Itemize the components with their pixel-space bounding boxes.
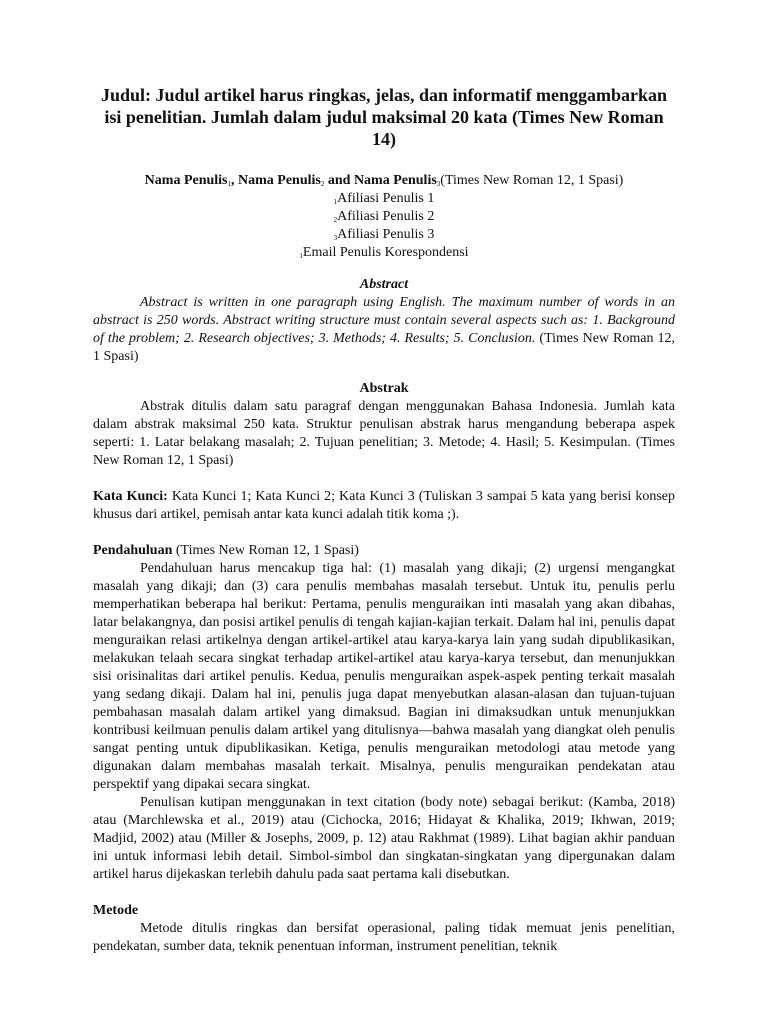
affiliation-2: [93, 208, 675, 226]
author-sup-3: 3: [436, 180, 441, 188]
article-title: Judul: Judul artikel harus ringkas, jelas, dan informatif menggambarkan isi penelitian. Jumlah dalam judul maksimal 20 kata (Times New Roman 14): [100, 85, 668, 149]
author-font-note: (Times New Roman 12, 1 Spasi): [440, 173, 624, 188]
affiliation-3: [93, 226, 675, 244]
metode-paragraph-1: Metode ditulis ringkas dan bersifat operasional, paling tidak memuat jenis penelitian, pendekatan, sumber data, teknik penentuan informan, instrument penelitian, teknik: [93, 921, 675, 954]
pendahuluan-paragraph-2: Penulisan kutipan menggunakan in text citation (body note) sebagai berikut: (Kamba, 2018) atau (Marchlewska et al., 2019) atau (Cichocka, 2016; Hidayat & Khalika, 2019; Ikhwan, 2019; Madjid, 2002) atau (Miller & Josephs, 2009, p. 12) atau Rakhmat (1989). Lihat bagian akhir panduan ini untuk informasi lebih detail. Simbol-simbol dan singkatan-singkatan yang dipergunakan dalam artikel harus dijekaskan terlebih dahulu pada saat pertama kali disebutkan.: [93, 795, 675, 882]
pendahuluan-paragraph-1: Pendahuluan harus mencakup tiga hal: (1) masalah yang dikaji; (2) urgensi mengangkat masalah yang dikaji; dan (3) cara penulis membahas masalah tersebut. Untuk itu, penulis perlu memperhatikan beberapa hal berikut: Pertama, penulis menguraikan inti masalah yang akan dibahas, latar belakangnya, dan posisi artikel penulis di tengah kajian-kajian terkait. Dalam hal ini, penulis dapat menguraikan relasi artikelnya dengan artikel-artikel atau karya-karya lain yang sudah dipublikasikan, melakukan telaah secara singkat terhadap artikel-artikel atau karya-karya tersebut, dan menunjukkan sisi orisinalitas dari artikel penulis. Kedua, penulis menguraikan aspek-aspek penting terkait masalah yang sedang dikaji. Dalam hal ini, penulis juga dapat menyebutkan alasan-alasan dan tujuan-tujuan pembahasan masalah dalam artikel yang dimaksud. Bagian ini dimaksudkan untuk menunjukkan kontribusi keilmuan penulis dalam artikel yang ditulisnya—bahwa masalah yang diangkat oleh penulis sangat penting untuk dipublikasikan. Ketiga, penulis menguraikan metodologi atau metode yang digunakan dalam membahas masalah terkait. Misalnya, penulis menguraikan pendekatan atau perspektif yang dipakai secara singkat.: [93, 561, 675, 792]
keywords-paragraph: [93, 488, 675, 524]
author-name-3: Nama Penulis: [353, 173, 437, 188]
abstrak-body: Abstrak ditulis dalam satu paragraf dengan menggunakan Bahasa Indonesia. Jumlah kata dalam abstrak maksimal 250 kata. Struktur penulisan abstrak harus mengandung beberapa aspek seperti: 1. Latar belakang masalah; 2. Tujuan penelitian; 3. Metode; 4. Hasil; 5. Kesimpulan. (Times New Roman 12, 1 Spasi): [93, 399, 675, 468]
affiliation-text: Afiliasi Penulis 3: [337, 227, 435, 242]
author-line: [93, 172, 675, 190]
abstract-heading: Abstract: [359, 277, 409, 292]
author-sup-1: 1: [227, 180, 232, 188]
pendahuluan-heading: Pendahuluan: [93, 543, 173, 558]
affiliation-sup: 2: [333, 216, 338, 224]
author-sep-1: ,: [231, 173, 239, 188]
affiliation-sup: 1: [299, 252, 303, 260]
abstract-en-note: (Times New Roman 12, 1 Spasi): [93, 331, 675, 364]
author-sep-2: and: [324, 173, 354, 188]
keywords-text: Kata Kunci 1; Kata Kunci 2; Kata Kunci 3 (Tuliskan 3 sampai 5 kata yang berisi konsep khusus dari artikel, pemisah antar kata kunci adalah titik koma ;).: [93, 489, 676, 522]
abstrak-heading: Abstrak: [359, 381, 409, 396]
abstract-en-body: Abstract is written in one paragraph using English. The maximum number of words in an abstract is 250 words. Abstract writing structure must contain several aspects such as: 1. Background of the problem; 2. Research objectives; 3. Methods; 4. Results; 5. Conclusion.: [93, 295, 675, 346]
affiliation-text: Afiliasi Penulis 2: [337, 209, 435, 224]
pendahuluan-font-note: (Times New Roman 12, 1 Spasi): [172, 543, 359, 558]
affiliation-sup: 3: [333, 234, 338, 242]
metode-heading: Metode: [93, 903, 139, 918]
author-name-1: Nama Penulis: [144, 173, 228, 188]
affiliation-text: Afiliasi Penulis 1: [337, 191, 435, 206]
author-name-2: Nama Penulis: [238, 173, 321, 188]
affiliation-sup: 1: [333, 198, 338, 206]
keywords-label: Kata Kunci:: [93, 489, 168, 504]
affiliation-text: Email Penulis Korespondensi: [302, 245, 469, 260]
corresponding-email: [93, 244, 675, 262]
affiliation-1: [93, 190, 675, 208]
abstract-en-paragraph: [93, 294, 675, 366]
pendahuluan-heading-line: [93, 542, 675, 560]
author-sup-2: 2: [320, 180, 325, 188]
